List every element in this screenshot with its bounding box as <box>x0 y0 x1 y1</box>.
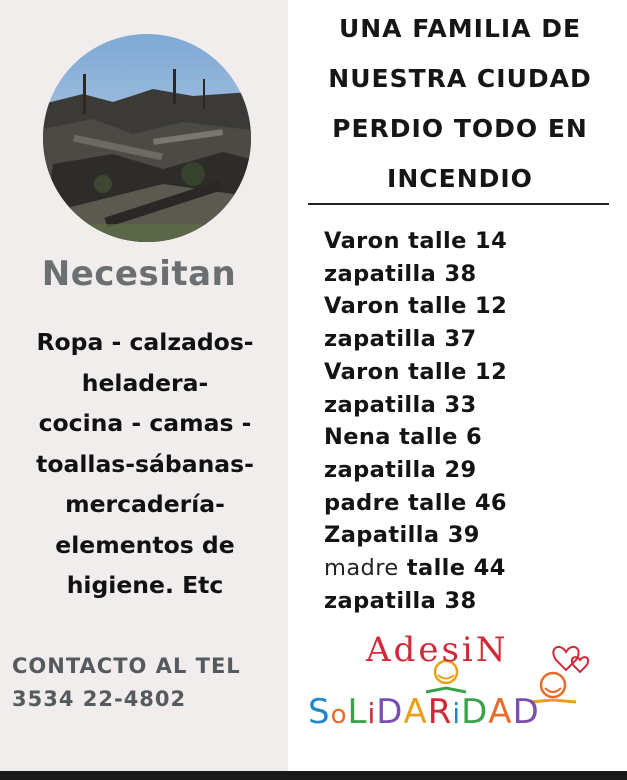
sizes-list <box>324 225 507 617</box>
headline <box>295 4 625 204</box>
size-item: zapatilla 29 <box>324 456 477 483</box>
logo-text-bottom <box>308 692 540 732</box>
logo-letter: D <box>512 692 540 732</box>
logo-letter: i <box>452 697 462 730</box>
size-item: Varon talle 14 <box>324 228 508 254</box>
size-item: zapatilla 33 <box>324 391 477 418</box>
needs-item: heladera- <box>81 368 209 397</box>
contact-block <box>12 650 241 716</box>
headline-line: INCENDIO <box>387 164 533 193</box>
logo-letter: L <box>347 692 368 732</box>
logo-text-top: AdesiN <box>366 630 509 670</box>
needs-list <box>0 322 290 606</box>
logo-letter: A <box>488 692 513 732</box>
size-item: Zapatilla 39 <box>324 522 480 549</box>
size-item-mother <box>324 552 507 585</box>
size-item: zapatilla 37 <box>324 326 477 353</box>
needs-item: toallas-sábanas- <box>36 449 254 478</box>
logo-letter: S <box>308 692 331 732</box>
contact-phone: 3534 22-4802 <box>12 687 187 711</box>
mother-label: madre <box>324 555 399 582</box>
needs-item: mercadería- <box>65 490 225 518</box>
headline-line: PERDIO TODO EN <box>332 114 588 143</box>
needs-item: Ropa - calzados- <box>36 328 254 356</box>
fire-damage-photo <box>43 34 251 242</box>
mother-size: talle 44 <box>406 555 506 582</box>
logo-letter: D <box>461 692 489 732</box>
logo-letter: o <box>330 700 348 730</box>
headline-line: NUESTRA CIUDAD <box>328 64 592 93</box>
contact-label: CONTACTO AL TEL <box>12 654 241 678</box>
size-item: Varon talle 12 <box>324 293 508 320</box>
size-item: zapatilla 38 <box>324 260 477 287</box>
logo-letter: i <box>367 697 377 730</box>
divider <box>308 203 609 205</box>
solidaridad-logo <box>298 630 618 760</box>
size-item: padre talle 46 <box>324 489 507 516</box>
headline-line: UNA FAMILIA DE <box>338 14 582 43</box>
logo-letter: R <box>427 692 453 732</box>
needs-title: Necesitan <box>41 254 237 294</box>
size-item: zapatilla 38 <box>324 587 477 614</box>
needs-item: higiene. Etc <box>66 571 224 599</box>
logo-letter: D <box>376 692 404 732</box>
needs-item: cocina - camas - <box>38 409 252 437</box>
bottom-bar <box>0 771 627 780</box>
size-item: Varon talle 12 <box>324 358 508 385</box>
size-item: Nena talle 6 <box>324 424 483 451</box>
needs-item: elementos de <box>55 530 235 559</box>
logo-letter: A <box>403 692 428 732</box>
